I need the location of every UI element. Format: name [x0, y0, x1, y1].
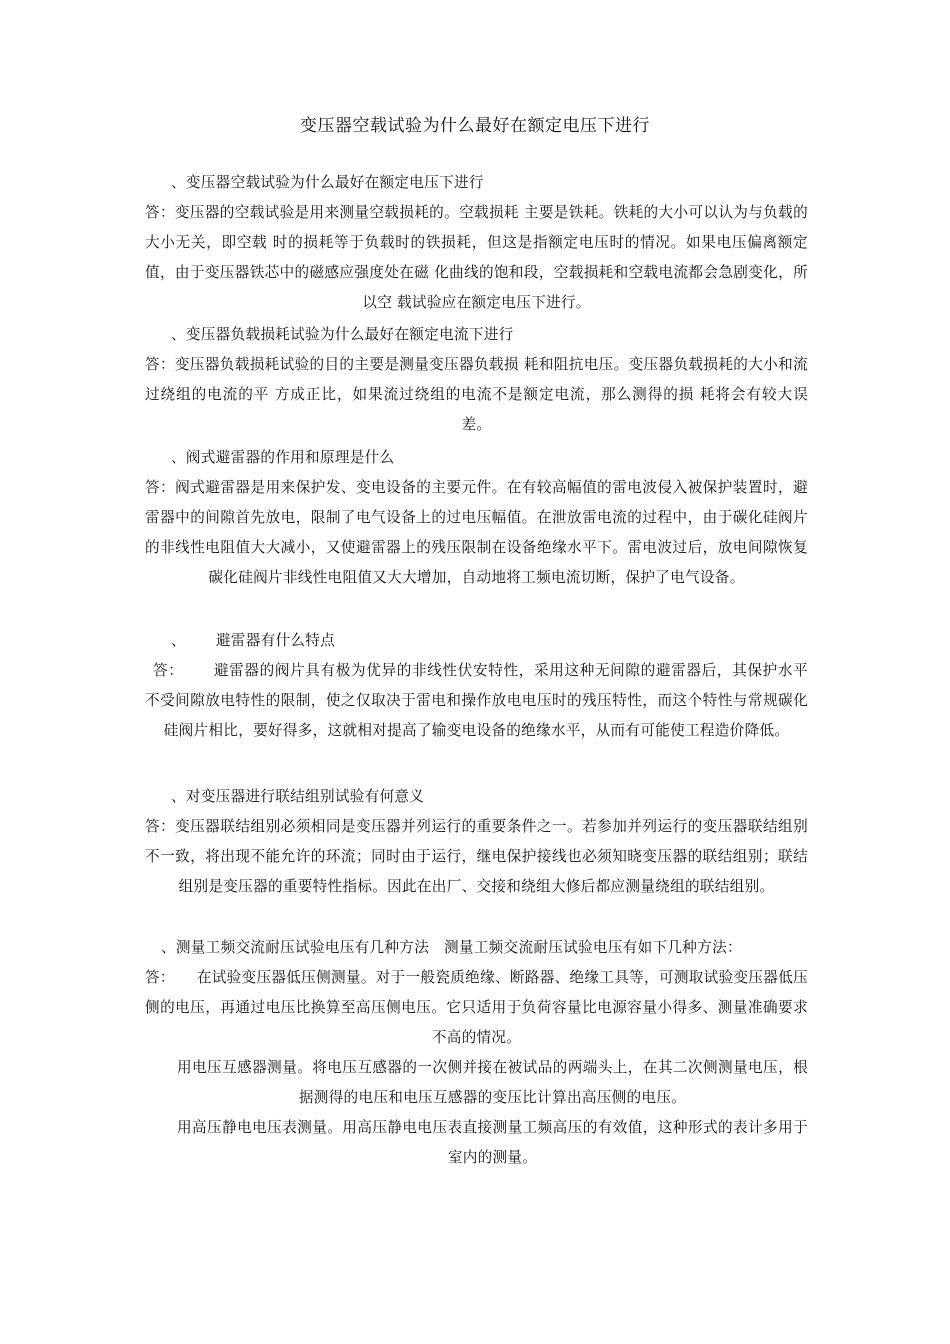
answer-paragraph: 答：变压器的空载试验是用来测量空载损耗的。空载损耗 主要是铁耗。铁耗的大小可以认为与负载的大小无关，即空载 时的损耗等于负载时的铁损耗，但这是指额定电压时的情况。如果电压偏离额定值，由于变压器铁芯中的磁感应强度处在磁 化曲线的饱和段，空载损耗和空载电流都会急剧变化，所以空 载试验应在额定电压下进行。 [145, 204, 808, 311]
question-prefix: 、 [171, 632, 186, 649]
question-heading: 、变压器空载试验为什么最好在额定电压下进行 [171, 174, 484, 191]
question-heading: 、阀式避雷器的作用和原理是什么 [171, 449, 395, 466]
question-heading: 、对变压器进行联结组别试验有何意义 [171, 788, 425, 805]
section-4 [145, 626, 808, 746]
answer-paragraph: 答：变压器联结组别必须相同是变压器并列运行的重要条件之一。若参加并列运行的变压器联结组别不一致，将出现不能允许的环流；同时由于运行，继电保护接线也必须知晓变压器的联结组别；联结组别是变压器的重要特性指标。因此在出厂、交接和绕组大修后都应测量绕组的联结组别。 [145, 818, 808, 895]
answer-prefix: 答： [145, 969, 175, 986]
answer-paragraph [145, 963, 808, 1053]
question-heading: 、变压器负载损耗试验为什么最好在额定电流下进行 [171, 326, 514, 343]
section-5 [145, 782, 808, 902]
method-item: 用电压互感器测量。将电压互感器的一次侧并接在被试品的两端头上，在其二次侧测量电压，根据测得的电压和电压互感器的变压比计算出高压侧的电压。 [177, 1059, 808, 1106]
document-title: 变压器空载试验为什么最好在额定电压下进行 [300, 116, 650, 136]
section-1 [145, 168, 808, 318]
answer-text: 在试验变压器低压侧测量。对于一般瓷质绝缘、断路器、绝缘工具等，可测取试验变压器低压侧的电压，再通过电压比换算至高压侧电压。它只适用于负荷容量比电源容量小得多、测量准确要求不高的情况。 [145, 969, 808, 1046]
section-2 [145, 320, 808, 440]
question-text: 避雷器有什么特点 [215, 632, 336, 649]
method-item: 用高压静电电压表测量。用高压静电电压表直接测量工频高压的有效值，这种形式的表计多用于室内的测量。 [177, 1119, 808, 1166]
section-6 [145, 933, 808, 1173]
answer-text: 避雷器的阀片具有极为优异的非线性伏安特性，采用这种无间隙的避雷器后，其保护水平不受间隙放电特性的限制，使之仅取决于雷电和操作放电电压时的残压特性，而这个特性与常规碳化硅阀片相比，要好得多，这就相对提高了输变电设备的绝缘水平，从而有可能使工程造价降低。 [145, 662, 809, 739]
question-heading: 、测量工频交流耐压试验电压有几种方法 测量工频交流耐压试验电压有如下几种方法： [161, 939, 742, 956]
answer-paragraph: 答：变压器负载损耗试验的目的主要是测量变压器负载损 耗和阻抗电压。变压器负载损耗的大小和流过绕组的电流的平 方成正比，如果流过绕组的电流不是额定电流，那么测得的损 耗将会有较大误差。 [145, 356, 808, 433]
section-3 [145, 443, 808, 593]
answer-prefix: 答： [153, 662, 184, 679]
answer-paragraph: 答：阀式避雷器是用来保护发、变电设备的主要元件。在有较高幅值的雷电波侵入被保护装置时，避雷器中的间隙首先放电，限制了电气设备上的过电压幅值。在泄放雷电流的过程中，由于碳化硅阀片的非线性电阻值大大减小，又使避雷器上的残压限制在设备绝缘水平下。雷电波过后，放电间隙恢复碳化硅阀片非线性电阻值又大大增加，自动地将工频电流切断，保护了电气设备。 [145, 479, 808, 586]
answer-paragraph [145, 656, 808, 746]
question-heading [145, 626, 808, 656]
